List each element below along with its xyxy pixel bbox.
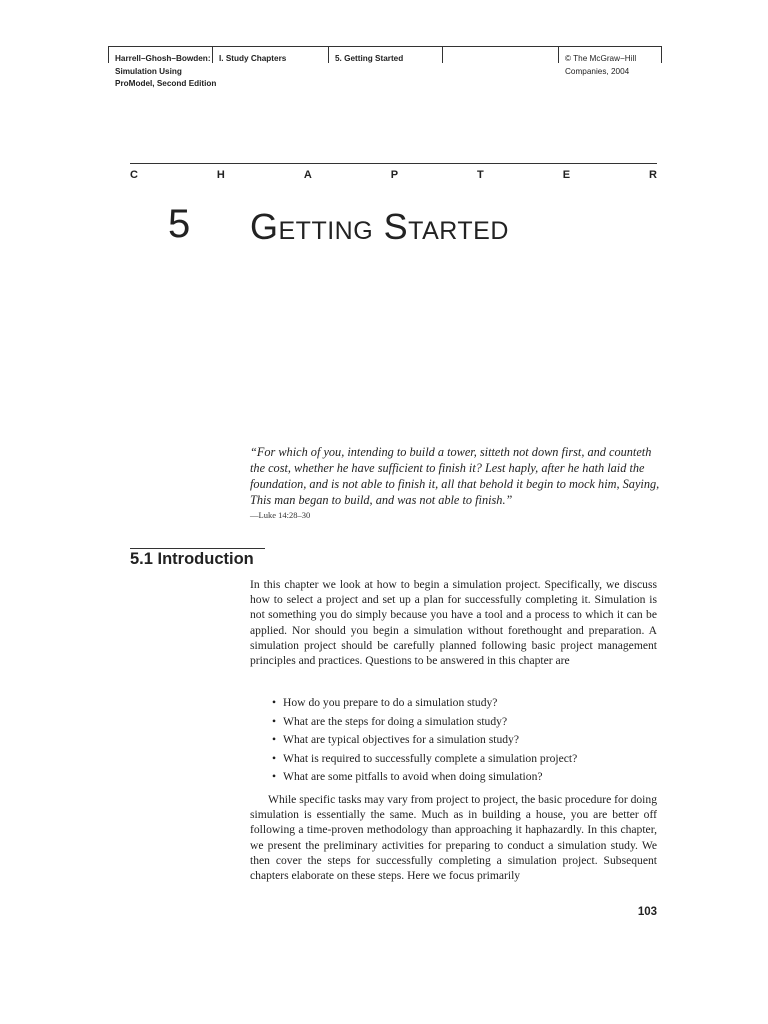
- list-item: • What are some pitfalls to avoid when doing simulation?: [272, 768, 652, 787]
- header-part: I. Study Chapters: [219, 54, 287, 63]
- epigraph-quote: “For which of you, intending to build a tower, sitteth not down first, and counteth the cost, whether he have sufficient to finish it? Lest haply, after he hath laid the foundation, and is not able to finish it, all that behold it begin to mock him, Saying, This man began to build, and was not able to finish.”: [250, 445, 660, 507]
- running-header: [108, 46, 662, 93]
- procedure-paragraph: While specific tasks may vary from project to project, the basic procedure for doing simulation is essentially the same. Much as in building a house, you are better off following a time-proven methodology than approaching it haphazardly. In this chapter, we present the preliminary activities for preparing to conduct a simulation study. We then cover the steps for successfully completing a simulation project. Subsequent chapters elaborate on these steps. Here we focus primarily: [250, 793, 657, 883]
- question-list: [272, 694, 652, 787]
- chapter-letter: C: [130, 169, 138, 181]
- chapter-letter: P: [390, 169, 399, 181]
- intro-paragraph: In this chapter we look at how to begin a simulation project. Specifically, we discuss how to select a project and set up a plan for successfully completing it. Simulation is not something you do simply because you have a tool and a process to which it can be applied. Nor should you begin a simulation without forethought and preparation. A simulation project should be carefully planned following basic project management principles and practices. Questions to be answered in this chapter are: [250, 578, 657, 668]
- header-book-line-3: ProModel, Second Edition: [115, 79, 217, 88]
- header-copyright-line-1: © The McGraw−Hill: [565, 54, 637, 63]
- header-copyright-line-2: Companies, 2004: [565, 66, 630, 76]
- list-item: • What are the steps for doing a simulation study?: [272, 713, 652, 732]
- chapter-letter: H: [216, 169, 225, 181]
- list-item: • What are typical objectives for a simulation study?: [272, 731, 652, 750]
- chapter-letter: A: [303, 169, 312, 181]
- section-heading: 5.1 Introduction: [130, 550, 254, 568]
- header-book-line-2: Simulation Using: [115, 66, 182, 76]
- header-part-cell: [212, 46, 328, 63]
- epigraph-source: —Luke 14:28–30: [250, 510, 311, 520]
- section-rule: [130, 548, 265, 549]
- chapter-letter: R: [649, 169, 657, 181]
- header-book-cell: [108, 46, 217, 88]
- chapter-rule: [130, 163, 657, 164]
- list-item: • How do you prepare to do a simulation study?: [272, 694, 652, 713]
- chapter-title: Getting Started: [250, 206, 509, 247]
- list-item: • What is required to successfully complete a simulation project?: [272, 750, 652, 769]
- chapter-letter: T: [477, 169, 484, 181]
- header-book-line-1: Harrell–Ghosh–Bowden:: [115, 54, 211, 63]
- chapter-number: 5: [168, 202, 191, 246]
- page-number: 103: [637, 906, 657, 918]
- header-chapter-cell: [328, 46, 442, 63]
- header-chapter: 5. Getting Started: [335, 54, 404, 63]
- chapter-letter: E: [562, 169, 571, 181]
- header-blank-cell: [442, 46, 558, 63]
- chapter-label: [130, 169, 657, 181]
- header-copyright-cell: [558, 46, 662, 76]
